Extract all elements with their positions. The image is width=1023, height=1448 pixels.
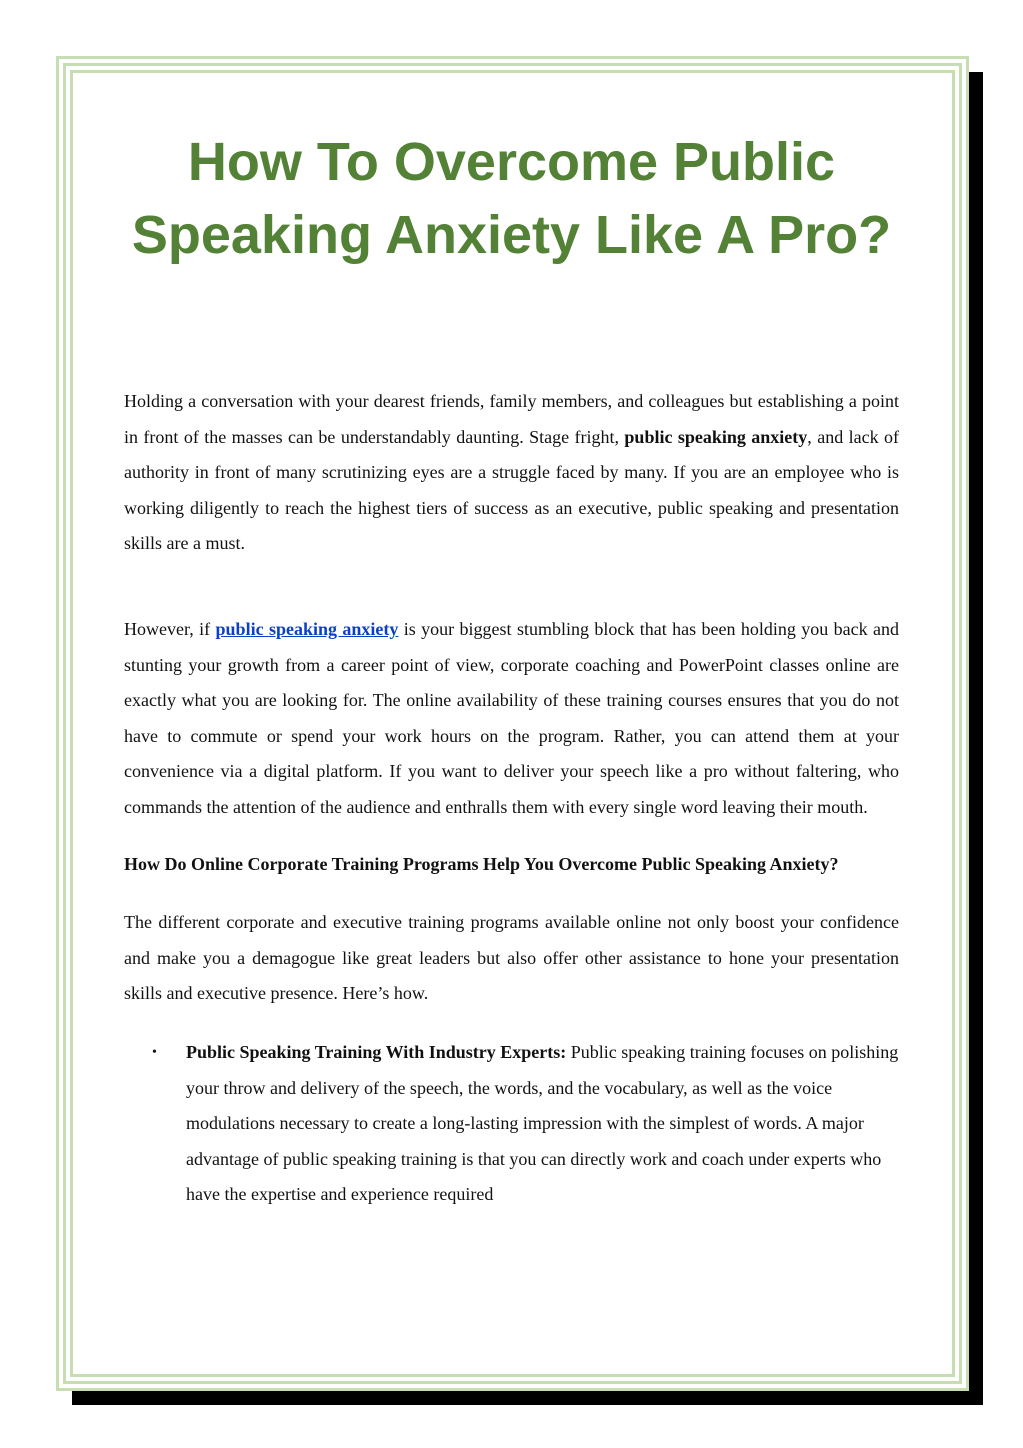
list-item-text: Public speaking training focuses on polishing your throw and delivery of the speech, the words, and the vocabulary, as well as the voice modulations necessary to create a long-lasting impression with the simplest of words. A major advantage of public speaking training is that you can directly work and coach under experts who have the expertise and experience required: [186, 1041, 899, 1205]
section-heading: How Do Online Corporate Training Programs Help You Overcome Public Speaking Anxiety?: [124, 853, 839, 874]
benefits-list: [124, 1035, 899, 1213]
intro-bold-keyword: public speaking anxiety: [624, 426, 808, 447]
intro-text-start: Holding a conversation with your dearest friends, family members, and colleagues but establishing a point in front of the masses can be understandably daunting. Stage fright,: [124, 391, 899, 447]
page-title: How To Overcome Public Speaking Anxiety Like A Pro?: [131, 132, 892, 265]
intro-text-end: , and lack of authority in front of many scrutinizing eyes are a struggle faced by many. If you are an employee who is working diligently to reach the highest tiers of success as an executive, public speaking and presentation skills are a must.: [124, 426, 899, 554]
list-item: [152, 1035, 899, 1213]
article-body: [124, 384, 899, 1213]
third-paragraph: The different corporate and executive training programs available online not only boost your confidence and make you a demagogue like great leaders but also offer other assistance to hone your presentation skills and executive presence. Here’s how.: [124, 912, 899, 1004]
second-text-start: However, if: [124, 618, 216, 639]
intro-paragraph: [124, 384, 899, 562]
second-paragraph: [124, 612, 899, 826]
bullet-icon: •: [152, 1044, 157, 1060]
second-text-end: is your biggest stumbling block that has been holding you back and stunting your growth from a career point of view, corporate coaching and PowerPoint classes online are exactly what you are looking for. The online availability of these training courses ensures that you do not have to commute or spend your work hours on the program. Rather, you can attend them at your convenience via a digital platform. If you want to deliver your speech like a pro without faltering, who commands the attention of the audience and enthralls them with every single word leaving their mouth.: [124, 618, 900, 817]
public-speaking-anxiety-link[interactable]: public speaking anxiety: [215, 618, 399, 639]
list-item-title: Public Speaking Training With Industry Experts:: [186, 1041, 567, 1062]
